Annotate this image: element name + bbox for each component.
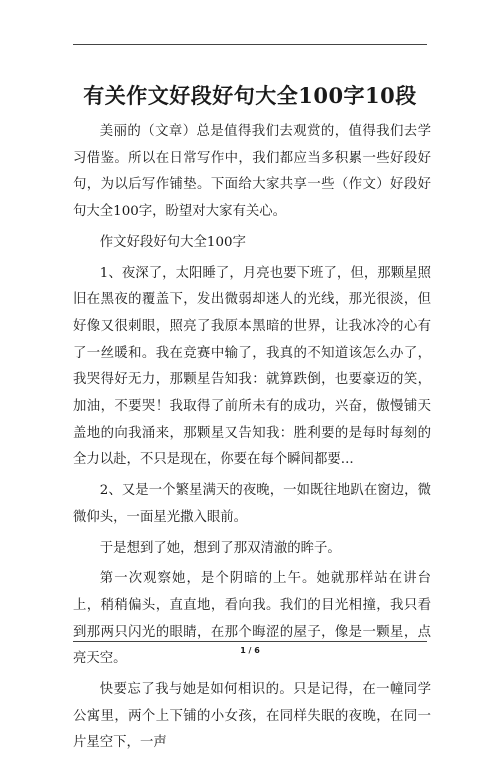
paragraph-2: 2、又是一个繁星满天的夜晚，一如既往地趴在窗边，微微仰头，一面星光撒入眼前。 [73,483,431,525]
page-indicator: 1 / 6 [240,646,260,655]
paragraph-intro: 美丽的（文章）总是值得我们去观赏的，值得我们去学习借鉴。所以在日常写作中，我们都应当多积累一些好段好句，为以后写作铺垫。下面给大家共享一些（作文）好段好句大全100字，盼望对大家有关心。 [73,124,431,220]
paragraph-1: 1、夜深了，太阳睡了，月亮也要下班了，但，那颗星照旧在黑夜的覆盖下，发出微弱却迷人的光线，那光很淡，但好像又很刺眼，照亮了我原本黑暗的世界，让我冰冷的心有了一丝暖和。我在竞赛中输了，我真的不知道该怎么办了，我哭得好无力，那颗星告知我：就算跌倒，也要豪迈的笑，加油，不要哭！我取得了前所未有的成功，兴奋，傲慢铺天盖地的向我涌来，那颗星又告知我：胜利要的是每时每刻的全力以赴，不只是现在，你要在每个瞬间都要... [73,265,431,468]
paragraph-subheading: 作文好段好句大全100字 [99,234,246,250]
header-divider [73,44,427,45]
paragraph-5: 快要忘了我与她是如何相识的。只是记得，在一幢同学公寓里，两个上下铺的小女孩，在同样失眠的夜晚，在同一片星空下，一声 [73,682,431,751]
paragraph-3: 于是想到了她，想到了那双清澈的眸子。 [99,540,341,556]
document-title: 有关作文好段好句大全100字10段 [83,83,417,108]
footer-divider [73,641,427,642]
document-body [73,119,431,761]
paragraph-4: 第一次观察她，是个阴暗的上午。她就那样站在讲台上，稍稍偏头，直直地，看向我。我们的目光相撞，我只看到那两只闪光的眼睛，在那个晦涩的屋子，像是一颗星，点亮天空。 [73,571,431,667]
